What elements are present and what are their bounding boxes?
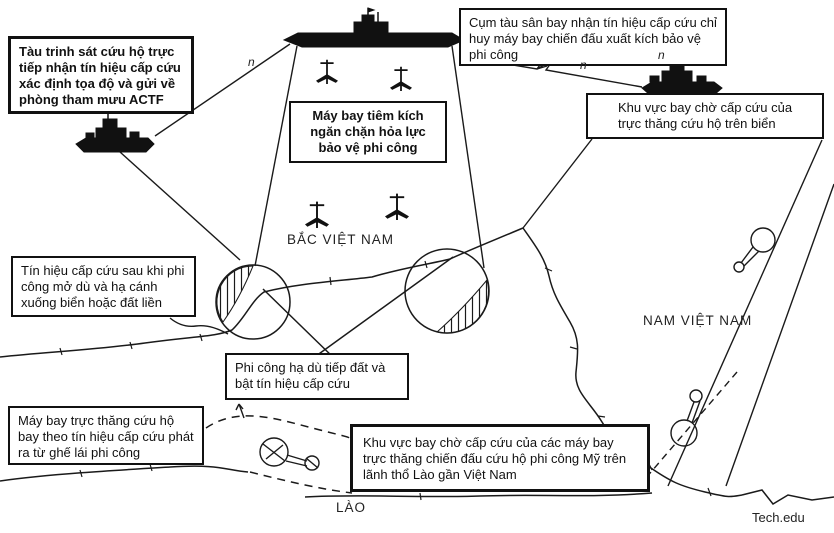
watermark: Tech.edu [752,510,805,525]
fighter-jet-icon [316,60,338,84]
annotation-box-pilot-landed: Phi công hạ dù tiếp đất và bật tín hiệu cấp cứu [225,353,409,400]
corridor-dashed-line [645,372,737,479]
search-pattern [216,249,489,364]
cone-right-line [452,46,484,268]
reconship-to-map-line [120,152,240,260]
signal-wave-symbol: n [658,48,665,62]
map-label-south-vietnam: NAM VIỆT NAM [643,313,753,328]
corridor-line-2 [726,184,834,486]
hatched-crescent-left [217,266,253,322]
signal-wave-symbol: n [580,58,587,72]
annotation-box-laos-holding: Khu vực bay chờ cấp cứu của các máy bay trực thăng chiến đấu cứu hộ phi công Mỹ trên lãnh thổ Lào gần Việt Nam [350,424,650,492]
annotation-box-distress-signal: Tín hiệu cấp cứu sau khi phi công mở dù và hạ cánh xuống biển hoặc đất liền [11,256,196,317]
signal-wave-symbol: n [248,55,255,69]
map-label-laos: LÀO [336,500,367,515]
distress-pointer-squiggle [170,318,228,334]
coastline-southwest [0,466,248,481]
hatched-crescent-right [437,280,488,333]
helicopter-route-dashed [206,416,352,441]
fighter-jet-icon [390,67,412,91]
dashed-border-southwest [250,472,352,493]
laos-border [305,493,652,497]
coastline-east-tail [742,490,834,504]
aircraft-carrier-icon [284,8,464,47]
recon-ship-icon [76,108,154,152]
annotation-box-recon-ship: Tàu trinh sát cứu hộ trực tiếp nhận tín hiệu cấp cứu xác định tọa độ và gửi về phòng tham mưu ACTF [8,36,194,114]
annotation-box-carrier-group: Cụm tàu sân bay nhận tín hiệu cấp cứu chỉ huy máy bay chiến đấu xuất kích bảo vệ phi công [459,8,727,66]
annotation-box-sea-holding: Khu vực bay chờ cấp cứu của trực thăng cứu hộ trên biển [586,93,824,139]
map-label-north-vietnam: BẮC VIỆT NAM [287,232,395,247]
figure-eight-cross-lines [263,257,453,364]
annotation-box-fighters: Máy bay tiêm kích ngăn chặn hỏa lực bảo vệ phi công [289,101,447,163]
fighter-jet-icon [305,202,329,228]
fighter-jet-icon [385,194,409,220]
seabox-to-coast-line [523,139,592,228]
helicopter-icon [260,438,319,470]
parachute-icon [734,228,775,272]
annotation-box-rescue-helo: Máy bay trực thăng cứu hộ bay theo tín hiệu cấp cứu phát ra từ ghế lái phi công [8,406,204,465]
